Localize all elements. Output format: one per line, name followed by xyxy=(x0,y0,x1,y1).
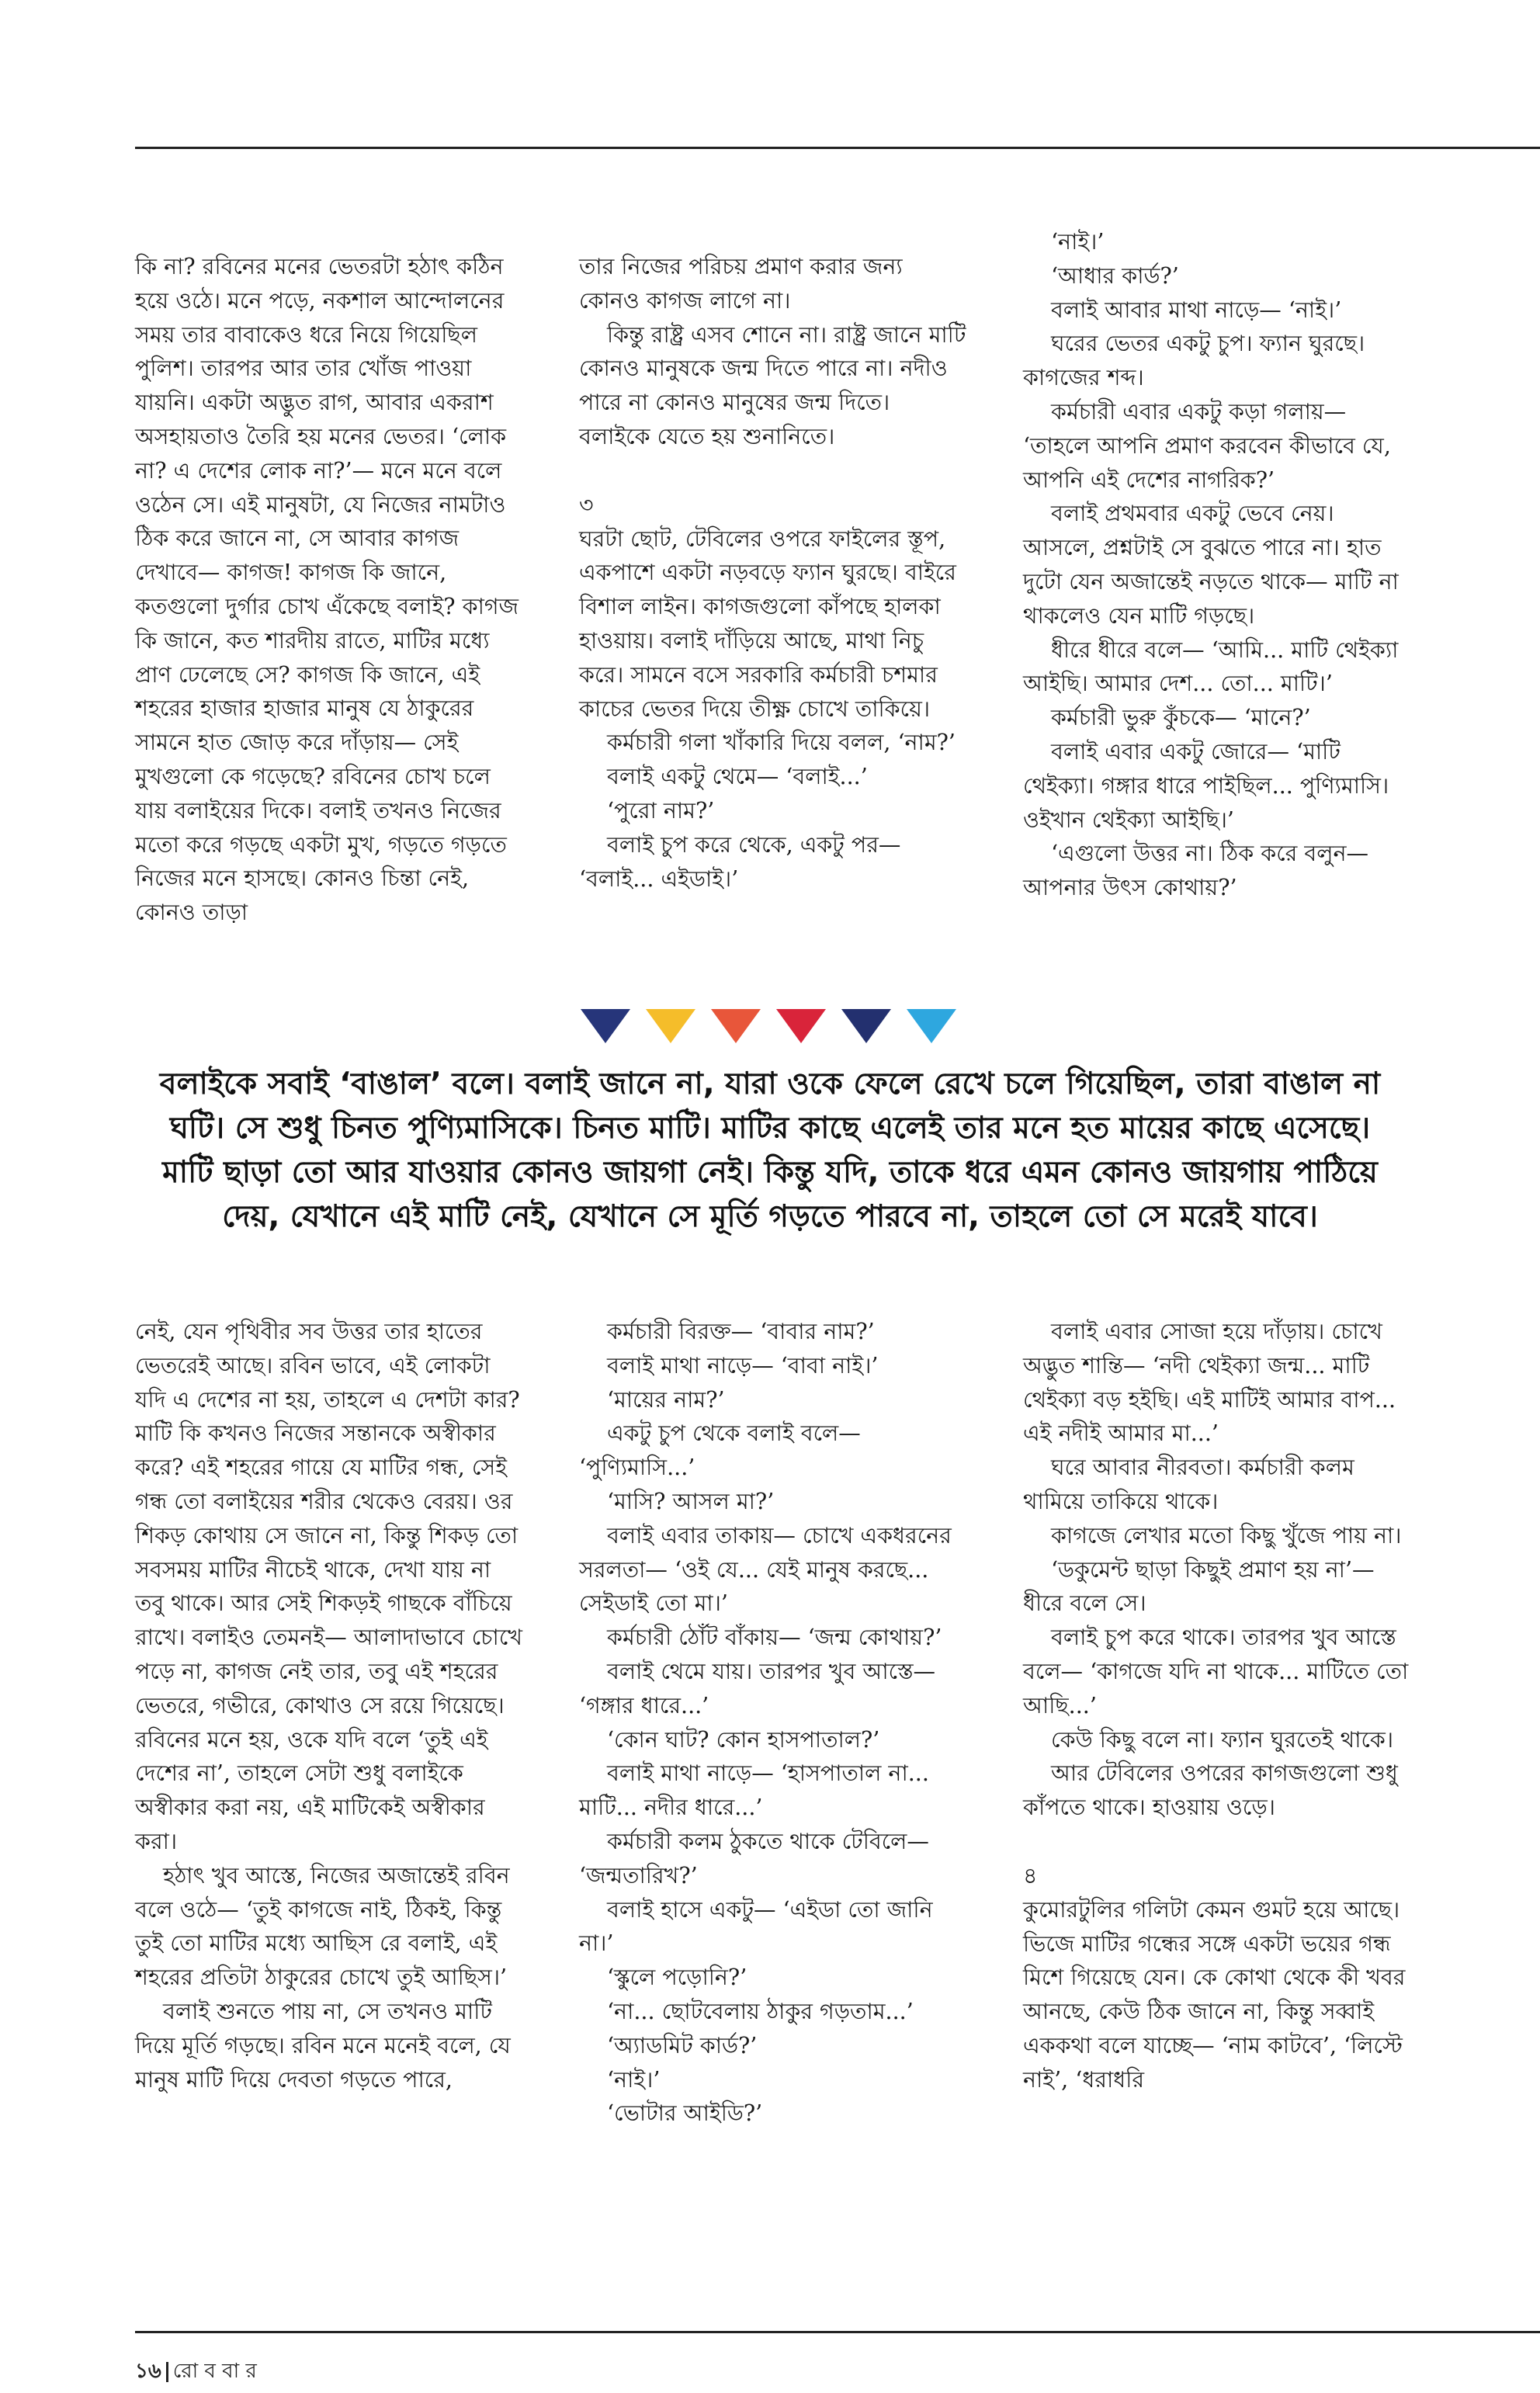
paragraph: ঘরটা ছোট, টেবিলের ওপরে ফাইলের স্তূপ, একপাশে একটা নড়বড়ে ফ্যান ঘুরছে। বাইরে বিশাল লাইন। কাগজগুলো কাঁপছে হালকা হাওয়ায়। বলাই দাঁড়িয়ে আছে, মাথা নিচু করে। সামনে বসে সরকারি কর্মচারী চশমার কাচের ভেতর দিয়ে তীক্ষ্ণ চোখে তাকিয়ে। xyxy=(579,525,956,722)
pull-quote-line: ঘটি। সে শুধু চিনত পুণ্যিমাসিকে। চিনত মাটি। মাটির কাছে এলেই তার মনে হত মায়ের কাছে এসেছে। xyxy=(169,1111,1371,1146)
page-footer xyxy=(135,2355,257,2389)
triangle-mark xyxy=(841,1009,891,1043)
column-bottom-1 xyxy=(135,1315,523,2096)
paragraph: কুমোরটুলির গলিটা কেমন গুমট হয়ে আছে। ভিজে মাটির গন্ধের সঙ্গে একটা ভয়ের গন্ধ মিশে গিয়েছে যেন। কে কোথা থেকে কী খবর আনছে, কেউ ঠিক জানে না, কিন্তু সব্বাই এককথা বলে যাচ্ছে— ‘নাম কাটবে’, ‘লিস্টে নাই’, ‘ধরাধরি xyxy=(1023,1896,1406,2093)
pull-quote-line: বলাইকে সবাই ‘বাঙাল’ বলে। বলাই জানে না, যারা ওকে ফেলে রেখে চলে গিয়েছিল, তারা বাঙাল না xyxy=(159,1066,1381,1101)
paragraph: ঘরের ভেতর একটু চুপ। ফ্যান ঘুরছে। কাগজের শব্দ। xyxy=(1023,331,1365,391)
triangle-mark xyxy=(646,1009,695,1043)
pull-quote xyxy=(116,1062,1424,1239)
paragraph: কর্মচারী বিরক্ত— ‘বাবার নাম?’ xyxy=(607,1319,875,1344)
paragraph: কেউ কিছু বলে না। ফ্যান ঘুরতেই থাকে। xyxy=(1051,1726,1394,1753)
paragraph: কর্মচারী এবার একটু কড়া গলায়— ‘তাহলে আপনি প্রমাণ করবেন কীভাবে যে, আপনি এই দেশের নাগরিক?’ xyxy=(1023,398,1391,493)
section-number: ৪ xyxy=(1023,1862,1038,1888)
paragraph: নেই, যেন পৃথিবীর সব উত্তর তার হাতের ভেতরেই আছে। রবিন ভাবে, এই লোকটা যদি এ দেশের না হয়, তাহলে এ দেশটা কার? মাটি কি কখনও নিজের সন্তানকে অস্বীকার করে? এই শহরের গায়ে যে মাটির গন্ধ, সেই গন্ধ তো বলাইয়ের শরীর থেকেও বেরয়। ওর শিকড় কোথায় সে জানে না, কিন্তু শিকড় তো সবসময় মাটির নীচেই থাকে, দেখা যায় না তবু থাকে। আর সেই শিকড়ই গাছকে বাঁচিয়ে রাখে। বলাইও তেমনই— আলাদাভাবে চোখে পড়ে না, কাগজ নেই তার, তবু এই শহরের ভেতরে, গভীরে, কোথাও সে রয়ে গিয়েছে। রবিনের মনে হয়, ওকে যদি বলে ‘তুই এই দেশের না’, তাহলে সেটা শুধু বলাইকে অস্বীকার করা নয়, এই মাটিকেই অস্বীকার করা। xyxy=(135,1319,522,1854)
column-top-3 xyxy=(1023,225,1411,905)
column-bottom-2 xyxy=(579,1315,967,2131)
paragraph: কি না? রবিনের মনের ভেতরটা হঠাৎ কঠিন হয়ে ওঠে। মনে পড়ে, নকশাল আন্দোলনের সময় তার বাবাকেও ধরে নিয়ে গিয়েছিল পুলিশ। তারপর আর তার খোঁজ পাওয়া যায়নি। একটা অদ্ভুত রাগ, আবার একরাশ অসহায়তাও তৈরি হয় মনের ভেতর। ‘লোক না? এ দেশের লোক না?’— মনে মনে বলে ওঠেন সে। এই মানুষটা, যে নিজের নামটাও ঠিক করে জানে না, সে আবার কাগজ দেখাবে— কাগজ! কাগজ কি জানে, কতগুলো দুর্গার চোখ এঁকেছে বলাই? কাগজ কি জানে, কত শারদীয় রাতে, মাটির মধ্যে প্রাণ ঢেলেছে সে? কাগজ কি জানে, এই শহরের হাজার হাজার মানুষ যে ঠাকুরের সামনে হাত জোড় করে দাঁড়ায়— সেই মুখগুলো কে গড়েছে? রবিনের চোখ চলে যায় বলাইয়ের দিকে। বলাই তখনও নিজের মতো করে গড়ছে একটা মুখ, গড়তে গড়তে নিজের মনে হাসছে। কোনও চিন্তা নেই, কোনও তাড়া xyxy=(135,254,519,926)
paragraph: বলাই মাথা নাড়ে— ‘বাবা নাই।’ xyxy=(607,1352,879,1379)
paragraph: ঘরে আবার নীরবতা। কর্মচারী কলম থামিয়ে তাকিয়ে থাকে। xyxy=(1023,1455,1354,1514)
section-number: ৩ xyxy=(579,491,594,518)
paragraph: বলাই মাথা নাড়ে— ‘হাসপাতাল না... মাটি... নদীর ধারে...’ xyxy=(579,1760,929,1821)
paragraph: ‘কোন ঘাট? কোন হাসপাতাল?’ xyxy=(607,1726,880,1753)
triangle-mark xyxy=(581,1009,630,1043)
paragraph: বলাই এবার সোজা হয়ে দাঁড়ায়। চোখে অদ্ভুত শান্তি— ‘নদী থেইক্যা জন্ম... মাটি থেইক্যা বড় হইছি। এই মাটিই আমার বাপ... এই নদীই আমার মা...’ xyxy=(1023,1319,1396,1447)
paragraph: তার নিজের পরিচয় প্রমাণ করার জন্য কোনও কাগজ লাগে না। xyxy=(579,254,903,314)
paragraph: ধীরে ধীরে বলে— ‘আমি... মাটি থেইক্যা আইছি। আমার দেশ... তো... মাটি।’ xyxy=(1023,636,1399,697)
page-number: ১৬ xyxy=(135,2360,161,2383)
paragraph: ‘নাই।’ xyxy=(1051,229,1105,255)
pull-quote-line: মাটি ছাড়া তো আর যাওয়ার কোনও জায়গা নেই। কিন্তু যদি, তাকে ধরে এমন কোনও জায়গায় পাঠিয়ে xyxy=(162,1155,1378,1190)
footer-divider xyxy=(166,2362,168,2382)
paragraph: বলাই আবার মাথা নাড়ে— ‘নাই।’ xyxy=(1051,297,1342,323)
paragraph: ‘পুরো নাম?’ xyxy=(607,797,715,824)
paragraph: ‘মাসি? আসল মা?’ xyxy=(607,1488,775,1514)
paragraph: হঠাৎ খুব আস্তে, নিজের অজান্তেই রবিন বলে ওঠে— ‘তুই কাগজে নাই, ঠিকই, কিন্তু তুই তো মাটির মধ্যে আছিস রে বলাই, এই শহরের প্রতিটা ঠাকুরের চোখে তুই আছিস।’ xyxy=(135,1862,510,1991)
paragraph: বলাই প্রথমবার একটু ভেবে নেয়। আসলে, প্রশ্নটাই সে বুঝতে পারে না। হাত দুটো যেন অজান্তেই নড়তে থাকে— মাটি না থাকলেও যেন মাটি গড়ছে। xyxy=(1023,501,1399,629)
paragraph: কর্মচারী গলা খাঁকারি দিয়ে বলল, ‘নাম?’ xyxy=(607,730,956,756)
column-top-1 xyxy=(135,250,523,930)
paragraph: বলাই একটু থেমে— ‘বলাই...’ xyxy=(607,764,868,790)
paragraph: আর টেবিলের ওপরের কাগজগুলো শুধু কাঁপতে থাকে। হাওয়ায় ওড়ে। xyxy=(1023,1760,1398,1821)
triangle-mark xyxy=(711,1009,761,1043)
pull-quote-line: দেয়, যেখানে এই মাটি নেই, যেখানে সে মূর্তি গড়তে পারবে না, তাহলে তো সে মরেই যাবে। xyxy=(222,1199,1318,1234)
paragraph: ‘নাই।’ xyxy=(607,2066,661,2093)
paragraph: কিন্তু রাষ্ট্র এসব শোনে না। রাষ্ট্র জানে মাটি কোনও মানুষকে জন্ম দিতে পারে না। নদীও পারে না কোনও মানুষের জন্ম দিতে। বলাইকে যেতে হয় শুনানিতে। xyxy=(579,321,966,449)
paragraph: বলাই এবার তাকায়— চোখে একধরনের সরলতা— ‘ওই যে... যেই মানুষ করছে... সেইডাই তো মা।’ xyxy=(579,1522,952,1617)
paragraph: ‘অ্যাডমিট কার্ড?’ xyxy=(607,2032,758,2058)
paragraph: ‘আধার কার্ড?’ xyxy=(1051,262,1179,289)
paragraph: একটু চুপ থেকে বলাই বলে— ‘পুণ্যিমাসি...’ xyxy=(579,1420,861,1481)
bottom-rule xyxy=(135,2331,1540,2333)
triangle-mark xyxy=(907,1009,956,1043)
paragraph: বলাই শুনতে পায় না, সে তখনও মাটি দিয়ে মূর্তি গড়ছে। রবিন মনে মনেই বলে, যে মানুষ মাটি দিয়ে দেবতা গড়তে পারে, xyxy=(135,1998,511,2093)
top-rule xyxy=(135,147,1540,149)
paragraph: বলাই হাসে একটু— ‘এইডা তো জানি না।’ xyxy=(579,1896,933,1957)
paragraph: ‘স্কুলে পড়োনি?’ xyxy=(607,1965,747,1991)
paragraph: ‘ভোটার আইডি?’ xyxy=(607,2100,763,2127)
magazine-name: রো ব বা র xyxy=(172,2360,257,2383)
column-top-2 xyxy=(579,250,967,896)
paragraph: কর্মচারী ঠোঁট বাঁকায়— ‘জন্ম কোথায়?’ xyxy=(607,1625,942,1651)
paragraph: ‘না... ছোটবেলায় ঠাকুর গড়তাম...’ xyxy=(607,1998,914,2024)
paragraph: কর্মচারী কলম ঠুকতে থাকে টেবিলে— ‘জন্মতারিখ?’ xyxy=(579,1828,929,1888)
paragraph: বলাই এবার একটু জোরে— ‘মাটি থেইক্যা। গঙ্গার ধারে পাইছিল... পুণ্যিমাসি। ওইখান থেইক্যা আইছি।’ xyxy=(1023,738,1389,833)
paragraph: কাগজে লেখার মতো কিছু খুঁজে পায় না। xyxy=(1051,1522,1402,1549)
column-bottom-3 xyxy=(1023,1315,1411,2097)
triangle-mark xyxy=(776,1009,826,1043)
paragraph: বলাই থেমে যায়। তারপর খুব আস্তে— ‘গঙ্গার ধারে...’ xyxy=(579,1658,936,1718)
decorative-triangles xyxy=(581,1009,966,1043)
paragraph: ‘এগুলো উত্তর না। ঠিক করে বলুন— আপনার উৎস কোথায়?’ xyxy=(1023,841,1368,901)
paragraph: বলাই চুপ করে থেকে, একটু পর— ‘বলাই... এইডাই।’ xyxy=(579,831,901,892)
paragraph: বলাই চুপ করে থাকে। তারপর খুব আস্তে বলে— ‘কাগজে যদি না থাকে... মাটিতে তো আছি...’ xyxy=(1023,1625,1409,1718)
paragraph: ‘মায়ের নাম?’ xyxy=(607,1386,725,1413)
paragraph: ‘ডকুমেন্ট ছাড়া কিছুই প্রমাণ হয় না’— ধীরে বলে সে। xyxy=(1023,1556,1375,1617)
paragraph: কর্মচারী ভুরু কুঁচকে— ‘মানে?’ xyxy=(1051,705,1311,731)
